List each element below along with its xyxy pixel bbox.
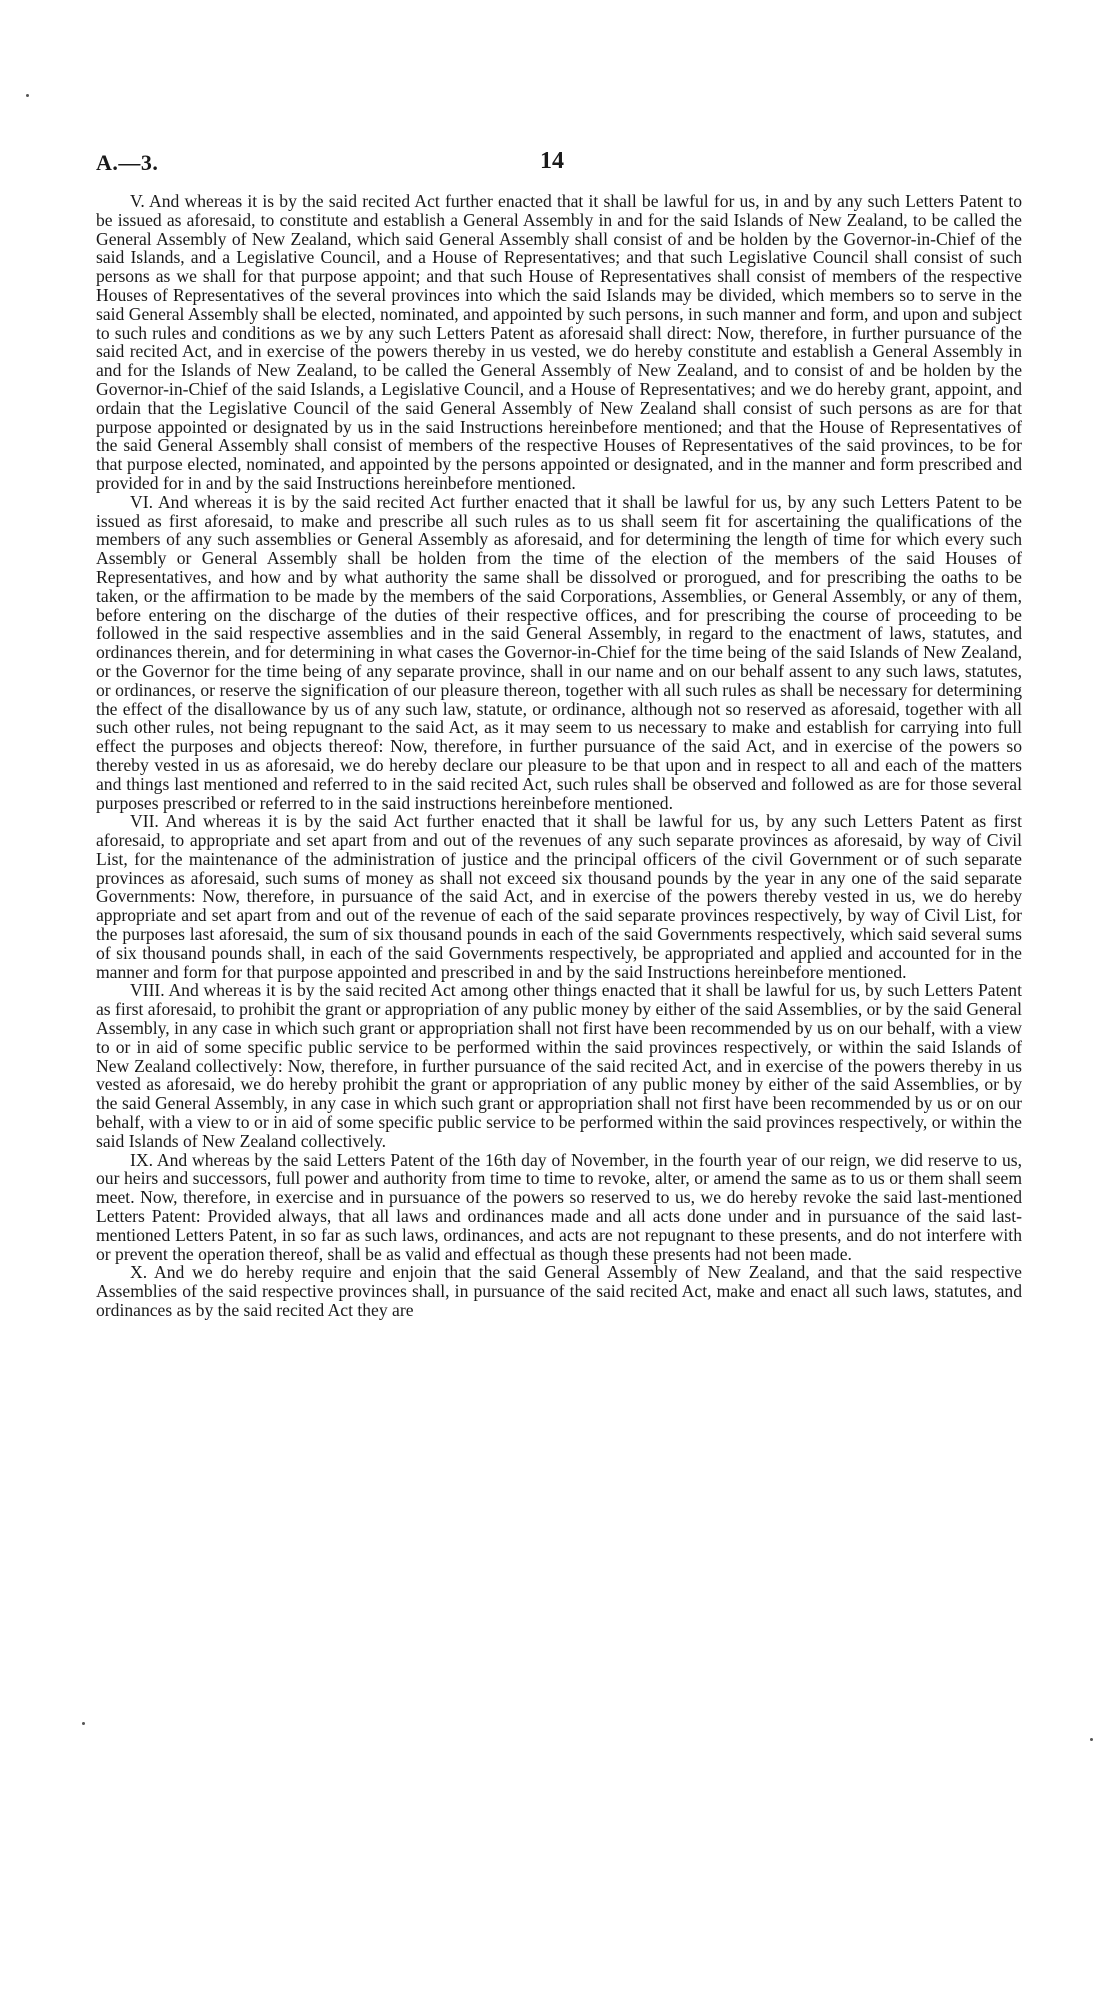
scan-speck [1090,1738,1093,1741]
page-number: 14 [540,148,564,174]
scan-speck [26,94,29,97]
paragraph-x: X. And we do hereby require and enjoin that the said General Assembly of New Zealand, and that the said respective Assemblies of the said respective provinces shall, in pursuance of the said recited Act, make and enact all such laws, statutes, and ordinances as by the said recited Act they are [96,1262,1022,1321]
document-body [96,192,1022,1320]
paragraph-vii: VII. And whereas it is by the said Act further enacted that it shall be lawful for us, by any such Letters Patent as first aforesaid, to appropriate and set apart from and out of the revenues of any such separate provinces as aforesaid, by way of Civil List, for the maintenance of the administration of justice and the principal officers of the civil Government or of such separate provinces as aforesaid, such sums of money as shall not exceed six thousand pounds by the year in any one of the said separate Governments: Now, therefore, in pursuance of the said Act, and in exercise of the powers thereby vested in us, we do hereby appropriate and set apart from and out of the revenue of each of the said separate provinces respectively, by way of Civil List, for the purposes last aforesaid, the sum of six thousand pounds in each of the said Governments respectively, which said several sums of six thousand pounds shall, in each of the said Governments respectively, be appropriated and applied and accounted for in the manner and form for that purpose appointed and prescribed in and by the said Instructions hereinbefore mentioned. [96,811,1022,982]
paragraph-vi: VI. And whereas it is by the said recited Act further enacted that it shall be lawful for us, by any such Letters Patent to be issued as first aforesaid, to make and prescribe all such rules as to us shall seem fit for ascertaining the qualifications of the members of any such assemblies or General Assembly as aforesaid, and for determining the length of time for which every such Assembly or General Assembly shall be holden from the time of the election of the members of the said Houses of Representatives, and how and by what authority the same shall be dissolved or prorogued, and for prescribing the oaths to be taken, or the affirmation to be made by the members of the said Corporations, Assemblies, or General Assembly, or any of them, before entering on the discharge of the duties of their respective offices, and for prescribing the course of proceeding to be followed in the said respective assemblies and in the said General Assembly, in regard to the enactment of laws, statutes, and ordinances therein, and for determining in what cases the Governor-in-Chief for the time being of the said Islands of New Zealand, or the Governor for the time being of any separate province, shall in our name and on our behalf assent to any such laws, statutes, or ordinances, or reserve the signification of our pleasure thereon, together with all such rules as shall be necessary for determining the effect of the disallowance by us of any such law, statute, or ordinance, although not so reserved as aforesaid, together with all such other rules, not being repugnant to the said Act, as it may seem to us necessary to make and establish for carrying into full effect the purposes and objects thereof: Now, therefore, in further pursuance of the said Act, and in exercise of the powers so thereby vested in us as aforesaid, we do hereby declare our pleasure to be that upon and in respect to all and each of the matters and things last mentioned and referred to in the said recited Act, such rules shall be observed and followed as are for those several purposes prescribed or referred to in the said instructions hereinbefore mentioned. [96,491,1022,813]
paragraph-viii: VIII. And whereas it is by the said recited Act among other things enacted that it shall be lawful for us, by such Letters Patent as first aforesaid, to prohibit the grant or appropriation of any public money by either of the said Assemblies, or by the said General Assembly, in any case in which such grant or appropriation shall not first have been recommended by us on our behalf, with a view to or in aid of some specific public service to be performed within the said provinces respectively, or within the said Islands of New Zealand collectively: Now, therefore, in further pursuance of the said recited Act, and in exercise of the powers thereby in us vested as aforesaid, we do hereby prohibit the grant or appropriation of any public money by either of the said Assemblies, or by the said General Assembly, in any case in which such grant or appropriation shall not first have been recommended by us or on our behalf, with a view to or in aid of some specific public service to be performed within the said provinces respectively, or within the said Islands of New Zealand collectively. [96,980,1022,1151]
paragraph-v: V. And whereas it is by the said recited Act further enacted that it shall be lawful for us, in and by any such Letters Patent to be issued as aforesaid, to constitute and establish a General Assembly in and for the said Islands of New Zealand, to be called the General Assembly of New Zealand, which said General Assembly shall consist of and be holden by the Governor-in-Chief of the said Islands, and a Legislative Council, and a House of Representatives; and that such Legislative Council shall consist of such persons as we shall for that purpose appoint; and that such House of Representatives shall consist of members of the respective Houses of Representatives of the several provinces into which the said Islands may be divided, which members so to serve in the said General Assembly shall be elected, nominated, and appointed by such persons, in such manner and form, and upon and subject to such rules and conditions as we by any such Letters Patent as aforesaid shall direct: Now, therefore, in further pursuance of the said recited Act, and in exercise of the powers thereby in us vested, we do hereby constitute and establish a General Assembly in and for the Islands of New Zealand, to be called the General Assembly of New Zealand, and to consist of and be holden by the Governor-in-Chief of the said Islands, a Legislative Council, and a House of Representatives; and we do hereby grant, appoint, and ordain that the Legislative Council of the said General Assembly of New Zealand shall consist of such persons as are for that purpose appointed or designated by us in the said Instructions hereinbefore mentioned; and that the House of Representatives of the said General Assembly shall consist of members of the respective Houses of Representatives of the said provinces, to be for that purpose elected, nominated, and appointed by the persons appointed or designated, and in the manner and form prescribed and provided for in and by the said Instructions hereinbefore mentioned. [96,191,1022,493]
page-reference: A.—3. [96,150,159,175]
paragraph-ix: IX. And whereas by the said Letters Patent of the 16th day of November, in the fourth year of our reign, we did reserve to us, our heirs and successors, full power and authority from time to time to revoke, alter, or amend the same as to us or them shall seem meet. Now, therefore, in exercise and in pursuance of the powers so reserved to us, we do hereby revoke the said last-mentioned Letters Patent: Provided always, that all laws and ordinances made and all acts done under and in pursuance of the said last-mentioned Letters Patent, in so far as such laws, ordinances, and acts are not repugnant to these presents, and do not interfere with or prevent the operation thereof, shall be as valid and effectual as though these presents had not been made. [96,1149,1022,1264]
scan-speck [82,1722,85,1725]
